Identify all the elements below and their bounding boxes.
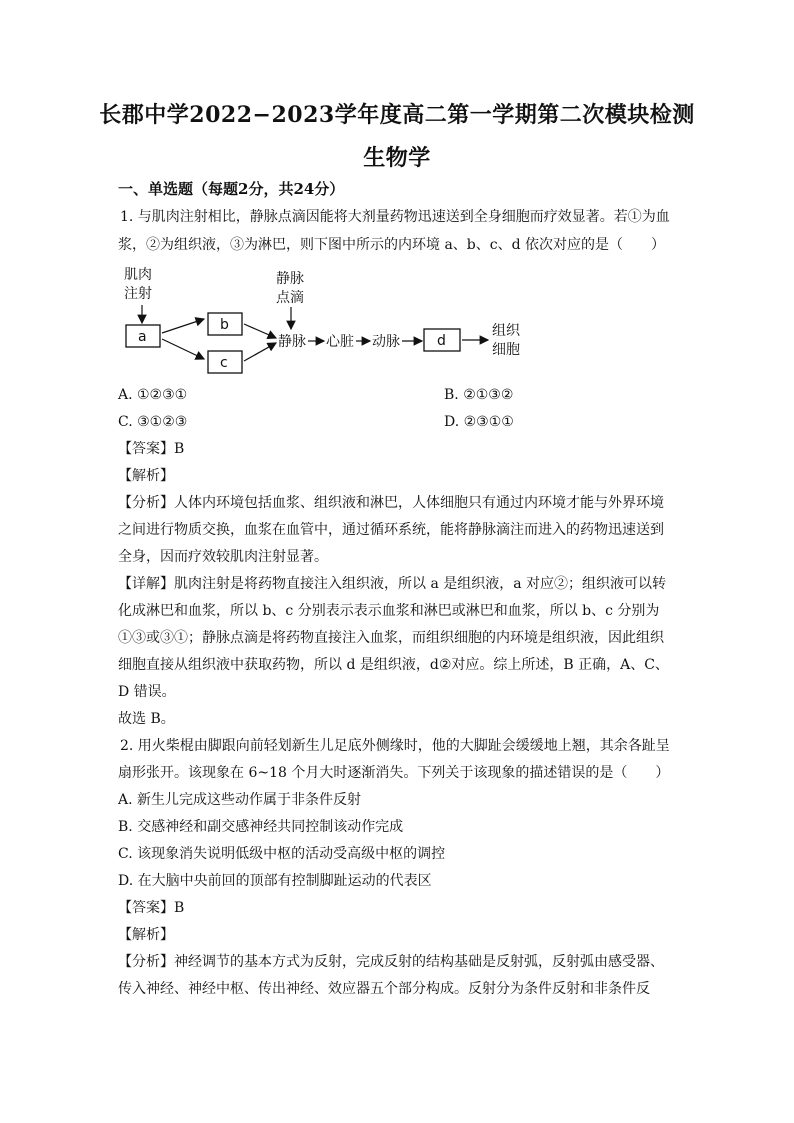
q1-xiangjie-line-2: 化成淋巴和血浆，所以 b、c 分别表示表示血浆和淋巴或淋巴和血浆，所以 b、c 分别为: [118, 603, 660, 619]
muscle-injection-label-1: 肌肉: [124, 267, 152, 283]
q1-conclusion: 故选 B。: [118, 711, 175, 727]
q1-xiangjie-line-3: ①③或③①；静脉点滴是将药物直接注入血浆，而组织细胞的内环境是组织液，因此组织: [118, 630, 664, 646]
q1-option-d: D. ②③①①: [444, 414, 514, 430]
artery-label: 动脉: [372, 334, 400, 350]
q2-option-d: D. 在大脑中央前回的顶部有控制脚趾运动的代表区: [118, 873, 432, 889]
q2-stem-line-2: 扇形张开。该现象在 6~18 个月大时逐渐消失。下列关于该现象的描述错误的是（ ）: [118, 765, 670, 781]
q1-option-b: B. ②①③②: [444, 387, 514, 403]
q1-xiangjie-line-5: D 错误。: [118, 684, 176, 700]
muscle-injection-label-2: 注射: [124, 286, 152, 302]
q1-answer: 【答案】B: [118, 441, 185, 457]
title-line-1: 长郡中学2022−2023学年度高二第一学期第二次模块检测: [99, 102, 695, 128]
q2-option-a: A. 新生儿完成这些动作属于非条件反射: [118, 792, 362, 808]
q1-stem-line-2: 浆，②为组织液，③为淋巴，则下图中所示的内环境 a、b、c、d 依次对应的是（ ）: [118, 237, 666, 253]
q1-fenxi-line-2: 之间进行物质交换，血浆在血管中，通过循环系统，能将静脉滴注而进入的药物迅速送到: [118, 522, 664, 538]
q1-xiangjie-line-1: 【详解】肌肉注射是将药物直接注入组织液，所以 a 是组织液，a 对应②；组织液可以转: [118, 576, 667, 592]
iv-drip-label-1: 静脉: [276, 271, 304, 287]
heart-label: 心脏: [326, 334, 354, 350]
arrow-b-to-vein: [244, 324, 276, 338]
tissue-cell-label-2: 细胞: [492, 342, 520, 358]
tissue-cell-label-1: 组织: [492, 323, 520, 339]
q2-fenxi-line-1: 【分析】神经调节的基本方式为反射，完成反射的结构基础是反射弧，反射弧由感受器、: [118, 954, 664, 970]
title-line-2: 生物学: [363, 145, 431, 171]
arrow-a-to-c: [162, 339, 204, 359]
q1-fenxi-line-1: 【分析】人体内环境包括血浆、组织液和淋巴，人体细胞只有通过内环境才能与外界环境: [118, 495, 664, 511]
box-c-label: c: [220, 355, 228, 371]
q1-fenxi-line-3: 全身，因而疗效较肌肉注射显著。: [118, 549, 328, 565]
q1-stem-line-1: 1. 与肌肉注射相比，静脉点滴因能将大剂量药物迅速送到全身细胞而疗效显著。若①为血: [120, 209, 670, 225]
box-d-label: d: [437, 333, 446, 349]
arrow-a-to-b: [162, 319, 204, 333]
q2-stem-line-1: 2. 用火柴棍由脚跟向前轻划新生儿足底外侧缘时，他的大脚趾会缓缓地上翘，其余各趾呈: [120, 738, 670, 754]
q2-answer: 【答案】B: [118, 900, 185, 916]
q1-flow-diagram: [118, 263, 538, 385]
q1-analysis-label: 【解析】: [118, 468, 174, 484]
iv-drip-label-2: 点滴: [276, 290, 304, 306]
box-b-label: b: [220, 317, 229, 333]
vein-label: 静脉: [278, 334, 306, 350]
box-a-label: a: [138, 329, 147, 345]
q2-analysis-label: 【解析】: [118, 927, 174, 943]
arrow-c-to-vein: [244, 343, 276, 361]
section-heading: 一、单选题（每题2分，共24分）: [118, 180, 345, 198]
q2-option-c: C. 该现象消失说明低级中枢的活动受高级中枢的调控: [118, 846, 446, 862]
q2-fenxi-line-2: 传入神经、神经中枢、传出神经、效应器五个部分构成。反射分为条件反射和非条件反: [118, 981, 650, 997]
q2-option-b: B. 交感神经和副交感神经共同控制该动作完成: [118, 819, 404, 835]
q1-option-a: A. ①②③①: [118, 387, 188, 403]
q1-option-c: C. ③①②③: [118, 414, 188, 430]
q1-xiangjie-line-4: 细胞直接从组织液中获取药物，所以 d 是组织液，d②对应。综上所述，B 正确，A、C、: [118, 657, 669, 673]
